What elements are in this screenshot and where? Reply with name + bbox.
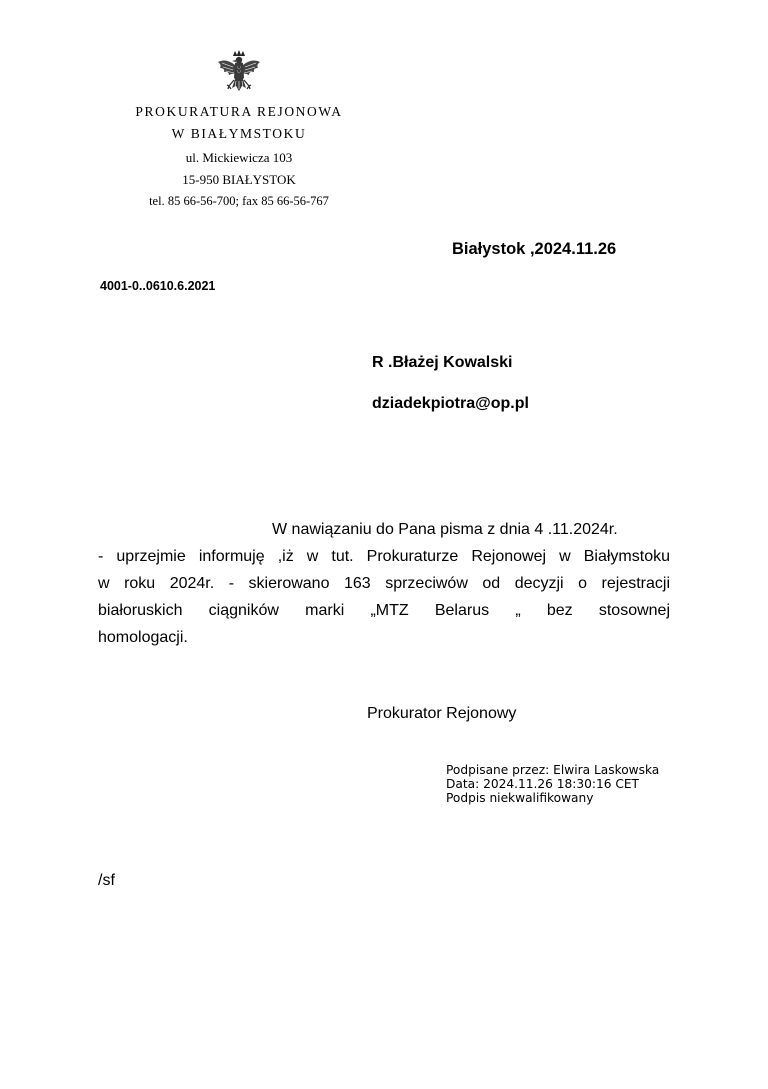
body-line-1: W nawiązaniu do Pana pisma z dnia 4 .11.2024r.: [272, 521, 618, 538]
recipient-email: dziadekpiotra@op.pl: [372, 395, 529, 412]
office-address: ul. Mickiewicza 103: [185, 150, 293, 165]
signature-type: Podpis niekwalifikowany: [446, 791, 594, 805]
electronic-signature-block: [446, 763, 659, 805]
body-line-2: - uprzejmie informuję ,iż w tut. Prokuraturze Rejonowej w Białymstoku: [98, 548, 670, 565]
body-line-5: homologacji.: [98, 629, 188, 646]
office-phone-fax: tel. 85 66-56-700; fax 85 66-56-767: [149, 194, 329, 208]
polish-eagle-icon: [216, 50, 262, 100]
signature-date: Data: 2024.11.26 18:30:16 CET: [446, 777, 640, 791]
signature-signed-by: Podpisane przez: Elwira Laskowska: [446, 763, 660, 777]
letter-date: Białystok ,2024.11.26: [452, 240, 617, 258]
author-initials: /sf: [98, 872, 115, 889]
office-city-name: W BIAŁYMSTOKU: [171, 126, 307, 141]
case-reference-number: 4001-0..0610.6.2021: [100, 279, 216, 293]
body-line-3: w roku 2024r. - skierowano 163 sprzeciwów od decyzji o rejestracji: [98, 575, 670, 592]
body-line-4: białoruskich ciągników marki „MTZ Belarus „ bez stosownej: [98, 602, 670, 619]
letter-body: [98, 516, 670, 651]
signatory-title: Prokurator Rejonowy: [367, 705, 517, 722]
recipient-name: R .Błażej Kowalski: [372, 354, 513, 371]
office-postal-city: 15-950 BIAŁYSTOK: [182, 172, 296, 187]
office-name: PROKURATURA REJONOWA: [135, 104, 343, 119]
